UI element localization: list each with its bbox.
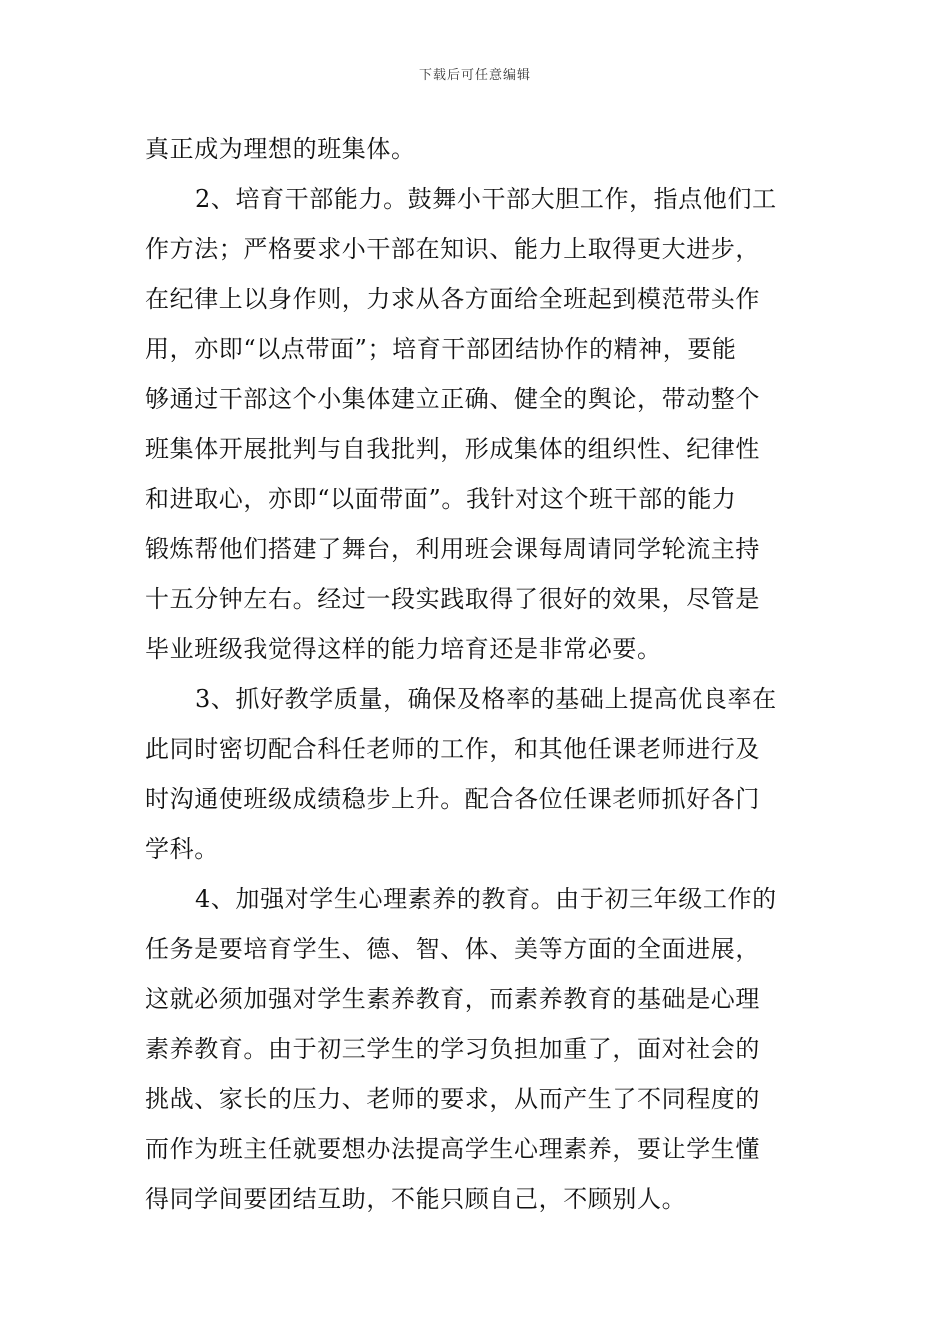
text-line: 在纪律上以身作则，力求从各方面给全班起到模范带头作 bbox=[145, 285, 760, 313]
paragraph-3-start: 3、抓好教学质量，确保及格率的基础上提高优良率在 bbox=[195, 685, 777, 713]
text-line: 作方法；严格要求小干部在知识、能力上取得更大进步， bbox=[145, 235, 760, 263]
paragraph-4-start: 4、加强对学生心理素养的教育。由于初三年级工作的 bbox=[195, 885, 777, 913]
text-line: 而作为班主任就要想办法提高学生心理素养，要让学生懂 bbox=[145, 1135, 760, 1163]
text-line: 用，亦即“以点带面”；培育干部团结协作的精神，要能 bbox=[145, 335, 737, 363]
text-line: 素养教育。由于初三学生的学习负担加重了，面对社会的 bbox=[145, 1035, 760, 1063]
text-line: 和进取心，亦即“以面带面”。我针对这个班干部的能力 bbox=[145, 485, 737, 513]
paragraph-2-start: 2、培育干部能力。鼓舞小干部大胆工作，指点他们工 bbox=[195, 185, 777, 213]
text-line: 毕业班级我觉得这样的能力培育还是非常必要。 bbox=[145, 635, 662, 663]
text-line: 时沟通使班级成绩稳步上升。配合各位任课老师抓好各门 bbox=[145, 785, 760, 813]
text-line: 锻炼帮他们搭建了舞台，利用班会课每周请同学轮流主持 bbox=[145, 535, 760, 563]
document-body bbox=[145, 124, 810, 1224]
text-line: 得同学间要团结互助，不能只顾自己，不顾别人。 bbox=[145, 1185, 687, 1213]
text-line: 学科。 bbox=[145, 835, 219, 863]
text-line: 班集体开展批判与自我批判，形成集体的组织性、纪律性 bbox=[145, 435, 760, 463]
text-line: 挑战、家长的压力、老师的要求，从而产生了不同程度的 bbox=[145, 1085, 760, 1113]
text-line: 这就必须加强对学生素养教育，而素养教育的基础是心理 bbox=[145, 985, 760, 1013]
page-header-note: 下载后可任意编辑 bbox=[418, 68, 531, 83]
text-line: 十五分钟左右。经过一段实践取得了很好的效果，尽管是 bbox=[145, 585, 760, 613]
text-line: 此同时密切配合科任老师的工作，和其他任课老师进行及 bbox=[145, 735, 760, 763]
text-line: 够通过干部这个小集体建立正确、健全的舆论，带动整个 bbox=[145, 385, 760, 413]
text-line: 任务是要培育学生、德、智、体、美等方面的全面进展， bbox=[145, 935, 760, 963]
text-line: 真正成为理想的班集体。 bbox=[145, 135, 416, 163]
